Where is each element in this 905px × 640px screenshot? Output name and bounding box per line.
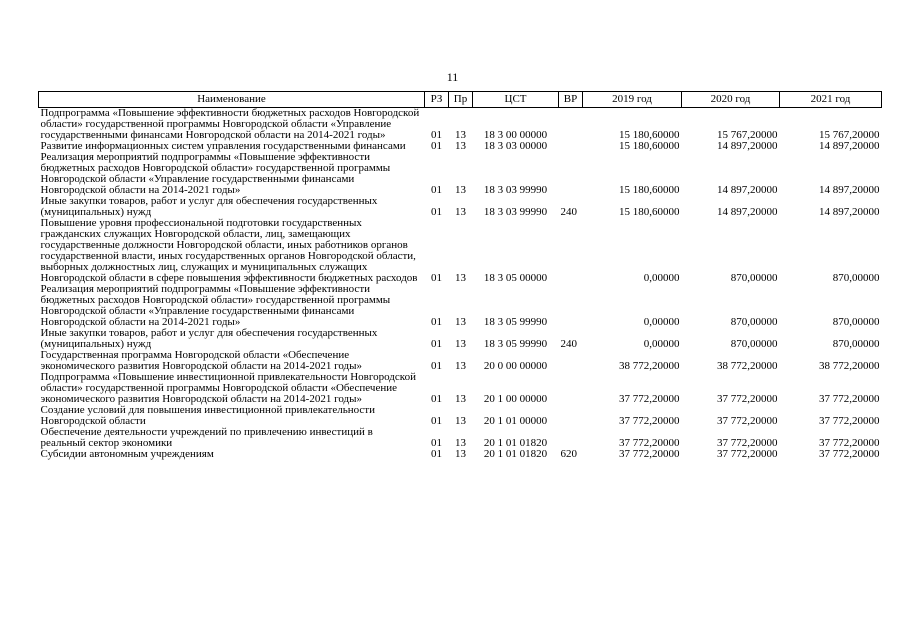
row-rz: 01 [431,338,442,350]
row-name: Обеспечение деятельности учреждений по привлечению инвестиций в реальный сектор экономики [40,426,373,449]
row-pr: 13 [455,393,466,405]
row-rz: 01 [431,316,442,328]
row-vr [559,141,583,152]
row-rz: 01 [431,140,442,152]
row-2019: 15 180,60000 [619,140,680,152]
row-2019: 37 772,20000 [619,437,680,449]
table-row [39,405,882,427]
row-name: Иные закупки товаров, работ и услуг для обеспечения государственных (муниципальных) нужд [40,195,378,218]
row-rz: 01 [431,184,442,196]
row-name: Повышение уровня профессиональной подготовки государственных гражданских служащих Новгородской области, лиц, замещающих государственные должности Новгородской области, иных работников органов государственной власти, иных государственных органов Новгородской области, выборных должностных лиц, служащих и муниципальных служащих Новгородской области в сфере повышения эффективности бюджетных расходов [40,217,418,284]
row-name: Реализация мероприятий подпрограммы «Повышение эффективности бюджетных расходов Новгородской области» государственной программы Новгородской области «Управление государственными финансами Новгородской области на 2014-2021 годы» [40,151,391,196]
table-row [39,152,882,196]
header-vr: ВР [559,92,583,108]
row-2021: 37 772,20000 [819,393,880,405]
row-pr: 13 [455,316,466,328]
table-row [39,350,882,372]
row-pr: 13 [455,272,466,284]
row-2021: 870,00000 [832,338,880,350]
header-name: Наименование [39,92,425,108]
row-vr [559,427,583,449]
row-2020: 37 772,20000 [717,393,778,405]
row-vr [559,108,583,142]
row-name: Создание условий для повышения инвестиционной привлекательности Новгородской области [40,404,375,427]
row-name: Государственная программа Новгородской области «Обеспечение экономического развития Новгородской области на 2014-2021 годы» [40,349,363,372]
row-rz: 01 [431,415,442,427]
row-cst: 18 3 03 00000 [483,140,548,152]
header-2021: 2021 год [780,92,882,108]
row-2021: 14 897,20000 [819,206,880,218]
row-cst: 18 3 03 99990 [483,206,548,218]
row-2020: 14 897,20000 [717,140,778,152]
table-row [39,328,882,350]
row-2020: 15 767,20000 [717,129,778,141]
row-2021: 37 772,20000 [819,437,880,449]
row-rz: 01 [431,206,442,218]
row-2019: 15 180,60000 [619,129,680,141]
row-pr: 13 [455,415,466,427]
row-rz: 01 [431,448,442,460]
row-name: Развитие информационных систем управления государственными финансами [40,140,406,152]
row-pr: 13 [455,437,466,449]
row-vr: 240 [560,206,577,218]
row-2019: 0,00000 [643,272,680,284]
row-2020: 37 772,20000 [717,437,778,449]
row-2019: 38 772,20000 [619,360,680,372]
row-name: Субсидии автономным учреждениям [40,448,214,460]
table-row [39,427,882,449]
table-row [39,196,882,218]
header-rz: РЗ [425,92,449,108]
row-name: Реализация мероприятий подпрограммы «Повышение эффективности бюджетных расходов Новгородской области» государственной программы Новгородской области «Управление государственными финансами Новгородской области на 2014-2021 годы» [40,283,391,328]
row-rz: 01 [431,129,442,141]
row-rz: 01 [431,437,442,449]
row-vr [559,152,583,196]
row-vr [559,284,583,328]
row-2021: 37 772,20000 [819,415,880,427]
row-2020: 37 772,20000 [717,448,778,460]
row-vr: 240 [560,338,577,350]
row-2021: 38 772,20000 [819,360,880,372]
row-cst: 18 3 05 99990 [483,316,548,328]
row-pr: 13 [455,338,466,350]
row-cst: 18 3 03 99990 [483,184,548,196]
header-pr: Пр [449,92,473,108]
table-body [39,108,882,461]
row-vr: 620 [560,448,577,460]
row-vr [559,405,583,427]
row-pr: 13 [455,360,466,372]
row-pr: 13 [455,140,466,152]
row-2020: 870,00000 [730,338,778,350]
row-rz: 01 [431,272,442,284]
row-name: Иные закупки товаров, работ и услуг для обеспечения государственных (муниципальных) нужд [40,327,378,350]
row-2020: 870,00000 [730,316,778,328]
row-cst: 20 0 00 00000 [483,360,548,372]
row-2021: 15 767,20000 [819,129,880,141]
row-vr [559,350,583,372]
row-cst: 18 3 05 99990 [483,338,548,350]
row-vr [559,372,583,405]
row-cst: 20 1 01 01820 [483,448,548,460]
budget-table [38,91,882,460]
row-cst: 20 1 01 01820 [483,437,548,449]
row-2021: 870,00000 [832,316,880,328]
row-cst: 20 1 00 00000 [483,393,548,405]
row-2021: 14 897,20000 [819,140,880,152]
header-cst: ЦСТ [473,92,559,108]
row-name: Подпрограмма «Повышение эффективности бюджетных расходов Новгородской области» государственной программы Новгородской области «Управление государственными финансами Новгородской области на 2014-2021 годы» [40,107,420,141]
row-2019: 37 772,20000 [619,415,680,427]
row-cst: 18 3 05 00000 [483,272,548,284]
row-2020: 38 772,20000 [717,360,778,372]
row-2021: 14 897,20000 [819,184,880,196]
row-2021: 870,00000 [832,272,880,284]
row-2019: 0,00000 [643,338,680,350]
row-cst: 20 1 01 00000 [483,415,548,427]
row-2020: 37 772,20000 [717,415,778,427]
row-2019: 37 772,20000 [619,448,680,460]
row-vr [559,218,583,284]
table-row [39,218,882,284]
table-row [39,449,882,460]
row-rz: 01 [431,360,442,372]
row-pr: 13 [455,206,466,218]
row-2019: 15 180,60000 [619,184,680,196]
table-row [39,372,882,405]
row-2020: 870,00000 [730,272,778,284]
page-number: 11 [446,70,459,84]
row-2020: 14 897,20000 [717,184,778,196]
row-2020: 14 897,20000 [717,206,778,218]
row-pr: 13 [455,184,466,196]
row-name: Подпрограмма «Повышение инвестиционной привлекательности Новгородской области» государственной программы Новгородской области «Обеспечение экономического развития Новгородской области на 2014-2021 годы» [40,371,416,405]
row-cst: 18 3 00 00000 [483,129,548,141]
header-2019: 2019 год [583,92,682,108]
row-rz: 01 [431,393,442,405]
row-2019: 37 772,20000 [619,393,680,405]
table-header-row [39,92,882,108]
header-2020: 2020 год [682,92,780,108]
row-2019: 0,00000 [643,316,680,328]
table-row [39,108,882,142]
row-pr: 13 [455,129,466,141]
row-pr: 13 [455,448,466,460]
row-2021: 37 772,20000 [819,448,880,460]
table-row [39,284,882,328]
row-2019: 15 180,60000 [619,206,680,218]
